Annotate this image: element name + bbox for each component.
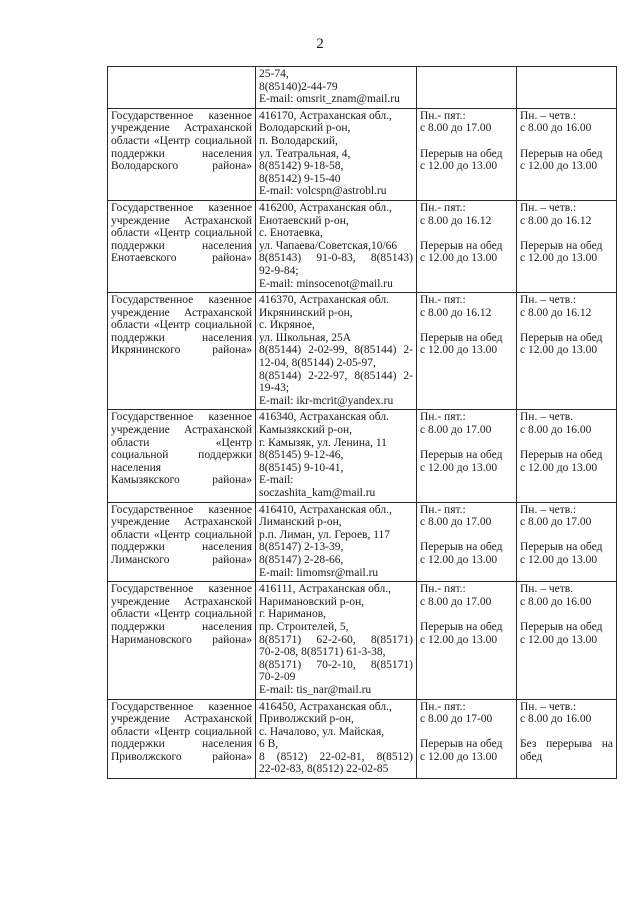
- table-row: [108, 410, 617, 502]
- schedule-line: с 12.00 до 13.00: [420, 633, 498, 646]
- address-line: E-mail:: [259, 474, 294, 487]
- blank-line: [520, 437, 613, 450]
- address-contacts-cell: [256, 502, 417, 582]
- address-line: Икрянинский р-он,: [259, 306, 353, 319]
- address-line: 8(85145) 9-12-46,: [259, 449, 344, 462]
- blank-line: [420, 135, 513, 148]
- blank-line: [420, 227, 513, 240]
- address-line: 92-9-84;: [259, 264, 299, 277]
- blank-line: [520, 726, 613, 739]
- table-row: [108, 293, 617, 410]
- table-row: [108, 502, 617, 582]
- institution-name-line: Наримановского района»: [111, 633, 252, 646]
- table-row: [108, 200, 617, 292]
- reception-schedule-cell: [517, 502, 617, 582]
- address-line: E-mail: ikr-mcrit@yandex.ru: [259, 394, 394, 407]
- schedule-line: Перерыв на обед: [420, 620, 503, 633]
- institution-name-line: области «Центр: [111, 436, 252, 449]
- institution-name-line: учреждение Астраханской: [111, 214, 252, 227]
- address-line: с. Икряное,: [259, 319, 315, 332]
- institution-name-line: Государственное казенное: [111, 583, 252, 596]
- schedule-line: Пн.- пят.:: [420, 411, 466, 424]
- schedule-line: с 12.00 до 13.00: [420, 750, 498, 763]
- address-line: 8(85142) 9-18-58,: [259, 160, 344, 173]
- address-line: 8 (8512) 22-02-81, 8(8512): [259, 750, 413, 763]
- address-line: 416111, Астраханская обл.,: [259, 583, 391, 596]
- work-schedule-cell: [417, 582, 517, 699]
- schedule-line: с 12.00 до 13.00: [420, 160, 498, 173]
- schedule-line: Перерыв на обед: [520, 620, 603, 633]
- institution-name-line: области «Центр социальной: [111, 134, 252, 147]
- work-schedule-cell: [417, 200, 517, 292]
- schedule-line: Перерыв на обед: [420, 449, 503, 462]
- schedule-line: Пн. – четв.:: [520, 201, 577, 214]
- schedule-line: Перерыв на обед: [520, 541, 603, 554]
- table-row: [108, 699, 617, 779]
- work-schedule-cell: [417, 410, 517, 502]
- institution-name-line: поддержки населения: [111, 541, 252, 554]
- schedule-line: Пн.- пят.:: [420, 503, 466, 516]
- schedule-line: с 8.00 до 16.00: [520, 122, 592, 135]
- institution-name-cell: [108, 293, 256, 410]
- institution-name-cell: [108, 67, 256, 109]
- institution-name-line: области «Центр социальной: [111, 227, 252, 240]
- address-contacts-cell: [256, 410, 417, 502]
- schedule-line: с 12.00 до 13.00: [520, 633, 598, 646]
- schedule-line: Пн.- пят.:: [420, 700, 466, 713]
- institution-name-line: Государственное казенное: [111, 503, 252, 516]
- blank-line: [520, 227, 613, 240]
- institution-name-line: Икрянинского района»: [111, 344, 252, 357]
- schedule-line: с 8.00 до 16.12: [420, 306, 492, 319]
- institution-name-line: населения: [111, 461, 162, 474]
- blank-line: [520, 135, 613, 148]
- address-line: Наримановский р-он,: [259, 595, 365, 608]
- schedule-line: Пн. – четв.:: [520, 700, 577, 713]
- reception-schedule-cell: [517, 293, 617, 410]
- schedule-line: с 12.00 до 13.00: [520, 252, 598, 265]
- institution-name-line: Приволжского района»: [111, 750, 252, 763]
- blank-line: [520, 608, 613, 621]
- table-row: [108, 67, 617, 109]
- address-line: soczashita_kam@mail.ru: [259, 487, 376, 499]
- schedule-line: Без перерыва на: [520, 738, 613, 751]
- address-line: Володарский р-он,: [259, 122, 351, 135]
- schedule-line: с 8.00 до 17.00: [420, 595, 492, 608]
- institution-name-line: Государственное казенное: [111, 700, 252, 713]
- blank-line: [420, 726, 513, 739]
- address-line: E-mail: omsrit_znam@mail.ru: [259, 93, 400, 106]
- address-line: E-mail: volcspn@astrobl.ru: [259, 185, 387, 198]
- blank-line: [520, 319, 613, 332]
- schedule-line: Пн. – четв.: [520, 411, 574, 424]
- blank-line: [420, 608, 513, 621]
- institution-name-line: учреждение Астраханской: [111, 122, 252, 135]
- address-line: E-mail: minsocenot@mail.ru: [259, 277, 393, 290]
- address-line: г. Камызяк, ул. Ленина, 11: [259, 436, 387, 449]
- address-line: 416450, Астраханская обл.,: [259, 700, 392, 713]
- schedule-line: с 8.00 до 16.00: [520, 713, 592, 726]
- address-contacts-cell: [256, 200, 417, 292]
- reception-schedule-cell: [517, 582, 617, 699]
- address-line: 8(85147) 2-28-66,: [259, 553, 344, 566]
- address-line: E-mail: limomsr@mail.ru: [259, 566, 379, 579]
- schedule-line: Пн. – четв.:: [520, 503, 577, 516]
- blank-line: [520, 529, 613, 542]
- schedule-line: Пн.- пят.:: [420, 109, 466, 122]
- schedule-line: Перерыв на обед: [420, 147, 503, 160]
- address-line: 8(85142) 9-15-40: [259, 172, 341, 185]
- institution-name-line: Государственное казенное: [111, 109, 252, 122]
- reception-schedule-cell: [517, 67, 617, 109]
- address-contacts-cell: [256, 582, 417, 699]
- schedule-line: с 12.00 до 13.00: [520, 160, 598, 173]
- address-line: р.п. Лиман, ул. Героев, 117: [259, 528, 391, 541]
- address-line: п. Володарский,: [259, 134, 338, 147]
- institution-name-line: области «Центр социальной: [111, 725, 252, 738]
- schedule-line: Перерыв на обед: [420, 541, 503, 554]
- institution-name-line: учреждение Астраханской: [111, 595, 252, 608]
- work-schedule-cell: [417, 502, 517, 582]
- schedule-line: с 8.00 до 17.00: [420, 122, 492, 135]
- institution-name-line: области «Центр социальной: [111, 608, 252, 621]
- address-line: 8(85171) 62-2-60, 8(85171): [259, 633, 413, 646]
- schedule-line: с 8.00 до 17.00: [420, 424, 492, 437]
- address-contacts-cell: [256, 293, 417, 410]
- address-line: с. Енотаевка,: [259, 227, 323, 240]
- address-line: 416370, Астраханская обл.: [259, 294, 389, 307]
- reception-schedule-cell: [517, 410, 617, 502]
- address-line: Енотаевский р-он,: [259, 214, 349, 227]
- schedule-line: Пн. – четв.: [520, 583, 574, 596]
- schedule-line: с 8.00 до 17.00: [520, 516, 592, 529]
- blank-line: [420, 437, 513, 450]
- institutions-table: [107, 66, 617, 779]
- work-schedule-cell: [417, 108, 517, 200]
- institution-name-line: Енотаевского района»: [111, 252, 252, 265]
- address-line: 70-2-09: [259, 671, 296, 684]
- schedule-line: Перерыв на обед: [520, 449, 603, 462]
- schedule-line: с 8.00 до 17.00: [420, 516, 492, 529]
- institution-name-line: Лиманского района»: [111, 553, 252, 566]
- work-schedule-cell: [417, 67, 517, 109]
- address-line: ул. Чапаева/Советская,10/66: [259, 239, 398, 252]
- address-line: с. Началово, ул. Майская,: [259, 725, 385, 738]
- institution-name-line: поддержки населения: [111, 738, 252, 751]
- schedule-line: с 12.00 до 13.00: [520, 553, 598, 566]
- schedule-line: Пн. – четв.:: [520, 109, 577, 122]
- address-line: 19-43;: [259, 382, 290, 395]
- address-line: 70-2-08, 8(85171) 61-3-38,: [259, 646, 386, 659]
- institution-name-cell: [108, 502, 256, 582]
- schedule-line: с 8.00 до 16.00: [520, 595, 592, 608]
- address-line: 8(85147) 2-13-39,: [259, 541, 344, 554]
- table-row: [108, 582, 617, 699]
- schedule-line: с 8.00 до 17-00: [420, 713, 493, 726]
- institution-name-line: области «Центр социальной: [111, 319, 252, 332]
- reception-schedule-cell: [517, 699, 617, 779]
- address-line: 25-74,: [259, 68, 289, 80]
- address-line: 416410, Астраханская обл.,: [259, 503, 392, 516]
- institution-name-line: Государственное казенное: [111, 201, 252, 214]
- schedule-line: Пн.- пят.:: [420, 294, 466, 307]
- institution-name-line: поддержки населения: [111, 239, 252, 252]
- blank-line: [420, 529, 513, 542]
- schedule-line: с 12.00 до 13.00: [520, 344, 598, 357]
- address-line: 12-04, 8(85144) 2-05-97,: [259, 357, 376, 370]
- institution-name-cell: [108, 410, 256, 502]
- institution-name-cell: [108, 108, 256, 200]
- reception-schedule-cell: [517, 108, 617, 200]
- table-body: [108, 67, 617, 779]
- work-schedule-cell: [417, 699, 517, 779]
- table-row: [108, 108, 617, 200]
- address-line: 416340, Астраханская обл.: [259, 411, 389, 424]
- institution-name-line: Камызякского района»: [111, 474, 252, 487]
- schedule-line: с 8.00 до 16.00: [520, 424, 592, 437]
- address-contacts-cell: [256, 67, 417, 109]
- institution-name-line: поддержки населения: [111, 147, 252, 160]
- schedule-line: с 12.00 до 13.00: [420, 553, 498, 566]
- address-line: ул. Школьная, 25А: [259, 331, 352, 344]
- schedule-line: с 12.00 до 13.00: [420, 461, 498, 474]
- address-line: 6 В,: [259, 738, 279, 751]
- address-contacts-cell: [256, 699, 417, 779]
- address-line: 8(85171) 70-2-10, 8(85171): [259, 658, 413, 671]
- reception-schedule-cell: [517, 200, 617, 292]
- schedule-line: с 12.00 до 13.00: [520, 461, 598, 474]
- schedule-line: с 8.00 до 16.12: [420, 214, 492, 227]
- address-contacts-cell: [256, 108, 417, 200]
- schedule-line: Пн.- пят.:: [420, 201, 466, 214]
- schedule-line: с 12.00 до 13.00: [420, 252, 498, 265]
- address-line: Лиманский р-он,: [259, 516, 342, 529]
- institution-name-line: Государственное казенное: [111, 294, 252, 307]
- address-line: пр. Строителей, 5,: [259, 620, 349, 633]
- institution-name-line: Государственное казенное: [111, 411, 252, 424]
- institution-name-line: области «Центр социальной: [111, 528, 252, 541]
- institution-name-line: поддержки населения: [111, 331, 252, 344]
- address-line: 8(85144) 2-02-99, 8(85144) 2-: [259, 344, 413, 357]
- address-line: 22-02-83, 8(8512) 22-02-85: [259, 763, 389, 776]
- address-line: E-mail: tis_nar@mail.ru: [259, 683, 372, 696]
- address-line: 8(85144) 2-22-97, 8(85144) 2-: [259, 369, 413, 382]
- schedule-line: Перерыв на обед: [520, 331, 603, 344]
- address-line: 416200, Астраханская обл.,: [259, 201, 392, 214]
- institution-name-cell: [108, 699, 256, 779]
- address-line: 8(85145) 9-10-41,: [259, 461, 344, 474]
- schedule-line: Пн.- пят.:: [420, 583, 466, 596]
- institution-name-cell: [108, 582, 256, 699]
- schedule-line: с 8.00 до 16.12: [520, 306, 592, 319]
- institution-name-cell: [108, 200, 256, 292]
- institution-name-line: Володарского района»: [111, 160, 252, 173]
- institution-name-line: учреждение Астраханской: [111, 713, 252, 726]
- address-line: ул. Театральная, 4,: [259, 147, 351, 160]
- institution-name-line: поддержки населения: [111, 620, 252, 633]
- schedule-line: обед: [520, 750, 543, 763]
- address-line: г. Нариманов,: [259, 608, 326, 621]
- work-schedule-cell: [417, 293, 517, 410]
- schedule-line: с 8.00 до 16.12: [520, 214, 592, 227]
- schedule-line: Перерыв на обед: [520, 147, 603, 160]
- address-line: 416170, Астраханская обл.,: [259, 109, 392, 122]
- address-line: 8(85143) 91-0-83, 8(85143): [259, 252, 413, 265]
- address-line: Камызякский р-он,: [259, 424, 352, 437]
- institution-name-line: учреждение Астраханской: [111, 516, 252, 529]
- schedule-line: Пн. – четв.:: [520, 294, 577, 307]
- schedule-line: с 12.00 до 13.00: [420, 344, 498, 357]
- institution-name-line: учреждение Астраханской: [111, 306, 252, 319]
- address-line: Приволжский р-он,: [259, 713, 354, 726]
- schedule-line: Перерыв на обед: [420, 331, 503, 344]
- schedule-line: Перерыв на обед: [420, 239, 503, 252]
- schedule-line: Перерыв на обед: [520, 239, 603, 252]
- address-line: 8(85140)2-44-79: [259, 80, 338, 93]
- institution-name-line: социальной поддержки: [111, 449, 252, 462]
- page-number: 2: [316, 36, 324, 52]
- blank-line: [420, 319, 513, 332]
- institution-name-line: учреждение Астраханской: [111, 424, 252, 437]
- schedule-line: Перерыв на обед: [420, 738, 503, 751]
